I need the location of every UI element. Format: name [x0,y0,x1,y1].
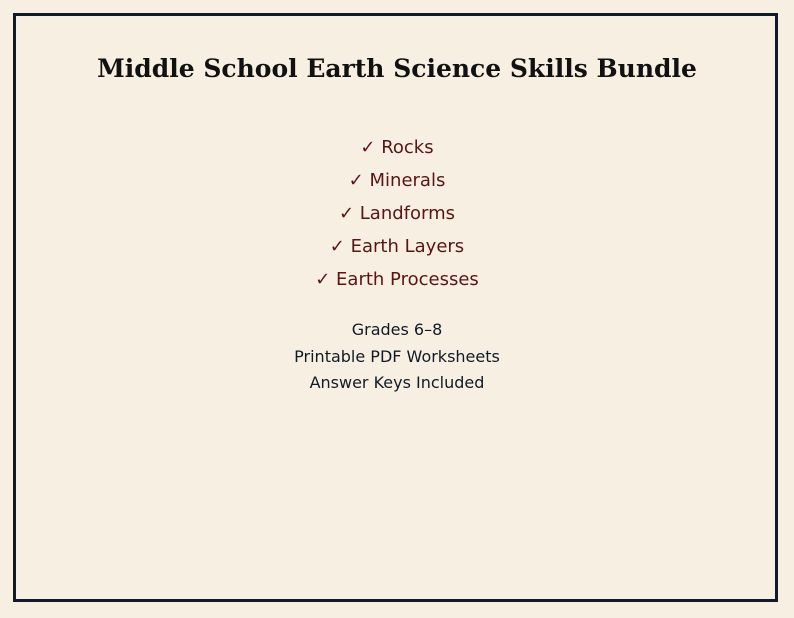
topic-list [0,134,794,299]
check-icon: ✓ [338,203,355,224]
check-icon: ✓ [315,269,331,290]
topic-label: Earth Layers [350,236,465,257]
format-info: Printable PDF Worksheets [294,346,500,366]
topic-label: Rocks [381,137,434,158]
page-border [13,13,778,602]
answer-key-info: Answer Keys Included [309,373,485,392]
list-item [0,266,794,299]
list-item [0,233,794,266]
list-item [0,167,794,200]
grade-range: Grades 6–8 [351,320,443,339]
topic-label: Landforms [359,203,456,224]
page-title: Middle School Earth Science Skills Bundle [97,54,697,83]
product-details [0,318,794,398]
check-icon: ✓ [329,236,345,257]
check-icon: ✓ [360,137,376,158]
topic-label: Minerals [369,170,446,191]
list-item [0,134,794,167]
list-item [0,200,794,233]
check-icon: ✓ [348,170,364,191]
topic-label: Earth Processes [336,269,479,290]
